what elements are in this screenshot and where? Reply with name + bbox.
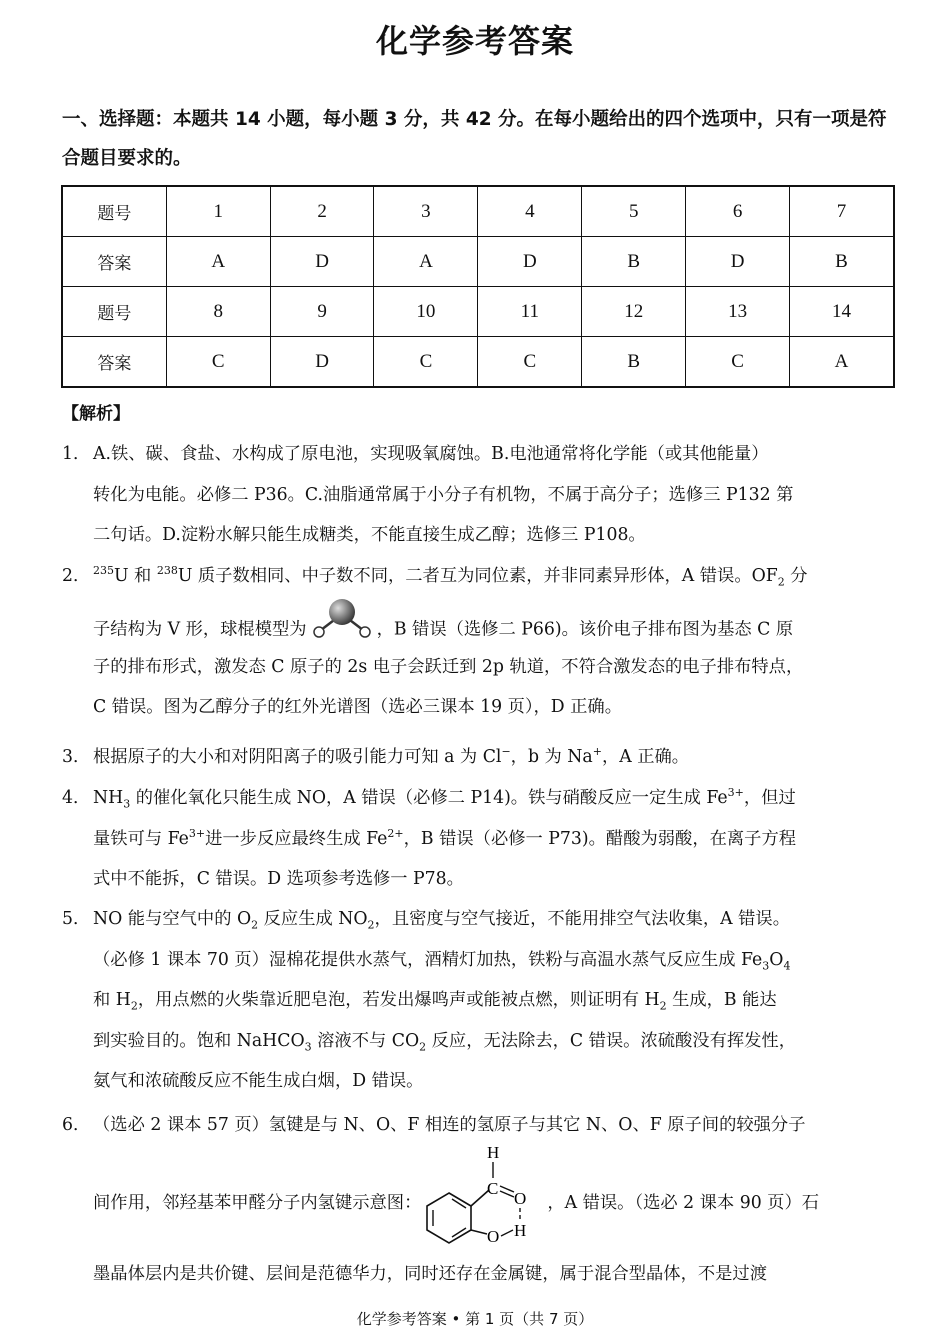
table-cell: 1 (166, 186, 270, 237)
item-line (93, 556, 898, 597)
subscript: 2 (419, 1039, 427, 1053)
table-cell: B (582, 337, 686, 388)
text-run: 根据原子的大小和对阴阳离子的吸引能力可知 a 为 Cl (93, 747, 502, 767)
item-line: 二句话。D.淀粉水解只能生成糖类，不能直接生成乙醇；选修三 P108。 (93, 525, 646, 545)
analysis-heading: 【解析】 (62, 404, 130, 424)
item-line (93, 1146, 898, 1254)
text-run: NO 能与空气中的 O (93, 909, 252, 929)
item-number: 3． (62, 747, 91, 767)
page-footer: 化学参考答案 • 第 1 页（共 7 页） (356, 1310, 594, 1328)
text-run: ，且密度与空气接近，不能用排空气法收集，A 错误。 (374, 909, 790, 929)
item-line: 转化为电能。必修二 P36。C.油脂通常属于小分子有机物，不属于高分子；选修三 P132 第 (93, 484, 794, 505)
text-run: ，A 正确。 (601, 747, 690, 767)
row-label: 答案 (62, 337, 166, 388)
text-run: 量铁可与 Fe (93, 828, 189, 849)
item-line (93, 819, 898, 860)
item-line: C 错误。图为乙醇分子的红外光谱图（选必三课本 19 页），D 正确。 (93, 697, 622, 717)
table-cell: B (790, 237, 894, 287)
text-run: ，B 错误（选修二 P66)。该价电子排布图为基态 C 原 (376, 619, 794, 639)
subscript: 2 (130, 999, 138, 1013)
atom-label: C (487, 1178, 499, 1198)
text-run: 反应，无法除去，C 错误。浓硫酸没有挥发性， (426, 1030, 796, 1051)
text-run: ，B 错误（必修一 P73)。醋酸为弱酸，在离子方程 (403, 828, 797, 849)
text-run: ，用点燃的火柴靠近肥皂泡，若发出爆鸣声或能被点燃，则证明有 H (137, 990, 660, 1010)
item-number: 2． (62, 566, 91, 586)
table-cell: 2 (270, 186, 374, 237)
analysis-item-1 (62, 434, 898, 556)
subscript: 2 (777, 575, 785, 589)
table-cell: C (478, 337, 582, 388)
text-run: ，但过 (743, 788, 796, 808)
text-run: NH (93, 788, 124, 808)
page-title: 化学参考答案 (375, 22, 574, 60)
text-run: 溶液不与 CO (311, 1030, 420, 1051)
text-run: 和 H (93, 990, 131, 1010)
charge: + (592, 745, 602, 759)
item-line: 式中不能拆，C 错误。D 选项参考选修一 P78。 (93, 869, 464, 889)
row-label: 题号 (62, 186, 166, 237)
charge: 2+ (387, 826, 404, 840)
text-run: （必修 1 课本 70 页）湿棉花提供水蒸气，酒精灯加热，铁粉与高温水蒸气反应生成 Fe (93, 949, 763, 970)
row-label: 答案 (62, 237, 166, 287)
charge: − (501, 745, 511, 759)
text-run: 到实验目的。饱和 NaHCO (93, 1030, 305, 1051)
table-row (62, 337, 894, 388)
table-cell: 6 (686, 186, 790, 237)
charge: 3+ (188, 826, 206, 840)
item-number: 1． (62, 444, 91, 464)
table-cell: 13 (686, 287, 790, 337)
table-cell: D (478, 237, 582, 287)
text-run: U 和 (114, 566, 157, 586)
item-line (93, 737, 898, 778)
analysis-item-5 (62, 899, 898, 1102)
table-cell: A (166, 237, 270, 287)
table-cell: A (374, 237, 478, 287)
table-cell: 8 (166, 287, 270, 337)
item-line: A.铁、碳、食盐、水构成了原电池，实现吸氧腐蚀。B.电池通常将化学能（或其他能量） (93, 444, 769, 464)
item-line (93, 899, 898, 940)
table-cell: 5 (582, 186, 686, 237)
text-run: ，A 错误。（选必 2 课本 90 页）石 (547, 1192, 820, 1213)
row-label: 题号 (62, 287, 166, 337)
atom-label: H (514, 1220, 527, 1240)
item-number: 6． (62, 1115, 91, 1135)
subscript: 4 (783, 958, 791, 972)
table-cell: 14 (790, 287, 894, 337)
text-run: 生成，B 能达 (666, 990, 777, 1010)
item-line (93, 940, 898, 981)
mass-number: 235 (93, 564, 114, 578)
analysis-item-3 (62, 737, 898, 778)
table-cell: C (686, 337, 790, 388)
text-run: 子结构为 V 形，球棍模型为 (93, 619, 307, 639)
subscript: 3 (304, 1039, 312, 1053)
item-number: 4． (62, 788, 91, 808)
table-row (62, 237, 894, 287)
subscript: 2 (251, 918, 259, 932)
analysis-item-6 (62, 1105, 898, 1294)
table-cell: C (374, 337, 478, 388)
item-number: 5． (62, 909, 91, 929)
subscript: 3 (123, 797, 131, 811)
table-row (62, 287, 894, 337)
item-line: （选必 2 课本 57 页）氢键是与 N、O、F 相连的氢原子与其它 N、O、F 原子间的较强分子 (93, 1115, 806, 1135)
table-row (62, 186, 894, 237)
table-cell: 7 (790, 186, 894, 237)
item-line (93, 778, 898, 819)
table-cell: A (790, 337, 894, 388)
table-cell: 4 (478, 186, 582, 237)
text-run: 进一步反应最终生成 Fe (205, 828, 388, 849)
table-cell: C (166, 337, 270, 388)
item-line: 氨气和浓硫酸反应不能生成白烟，D 错误。 (93, 1071, 424, 1091)
subscript: 2 (659, 999, 667, 1013)
charge: 3+ (727, 786, 744, 800)
table-cell: D (686, 237, 790, 287)
subscript: 2 (367, 918, 375, 932)
item-line (93, 1021, 898, 1062)
text-run: 的催化氧化只能生成 NO，A 错误（必修二 P14)。铁与硝酸反应一定生成 Fe (130, 788, 728, 808)
item-line: 墨晶体层内是共价键、层间是范德华力，同时还存在金属键，属于混合型晶体，不是过渡 (93, 1263, 767, 1284)
table-cell: 3 (374, 186, 478, 237)
table-cell: 11 (478, 287, 582, 337)
atom-label: O (487, 1226, 500, 1246)
section-heading: 一、选择题：本题共 14 小题，每小题 3 分，共 42 分。在每小题给出的四个选项中，只有一项是符合题目要求的。 (62, 109, 887, 169)
text-run: 分 (784, 566, 808, 586)
subscript: 3 (762, 958, 770, 972)
text-run: ，b 为 Na (510, 747, 593, 767)
text-run: 间作用，邻羟基苯甲醛分子内氢键示意图： (93, 1192, 422, 1213)
item-line (93, 597, 898, 647)
table-cell: 9 (270, 287, 374, 337)
atom-label: H (487, 1145, 500, 1162)
table-cell: 10 (374, 287, 478, 337)
table-cell: D (270, 337, 374, 388)
item-line (93, 980, 898, 1021)
text-run: U 质子数相同、中子数不同，二者互为同位素，并非同素异形体，A 错误。OF (177, 566, 778, 586)
analysis-item-4 (62, 778, 898, 900)
mass-number: 238 (156, 564, 178, 578)
atom-label: O (514, 1188, 527, 1208)
table-cell: D (270, 237, 374, 287)
text-run: O (769, 949, 784, 970)
item-line: 子的排布形式，激发态 C 原子的 2s 电子会跃迁到 2p 轨道，不符合激发态的电子排布特点， (93, 656, 804, 677)
table-cell: B (582, 237, 686, 287)
answer-table (61, 185, 895, 388)
table-cell: 12 (582, 287, 686, 337)
text-run: 反应生成 NO (258, 909, 368, 929)
analysis-item-2 (62, 556, 898, 728)
